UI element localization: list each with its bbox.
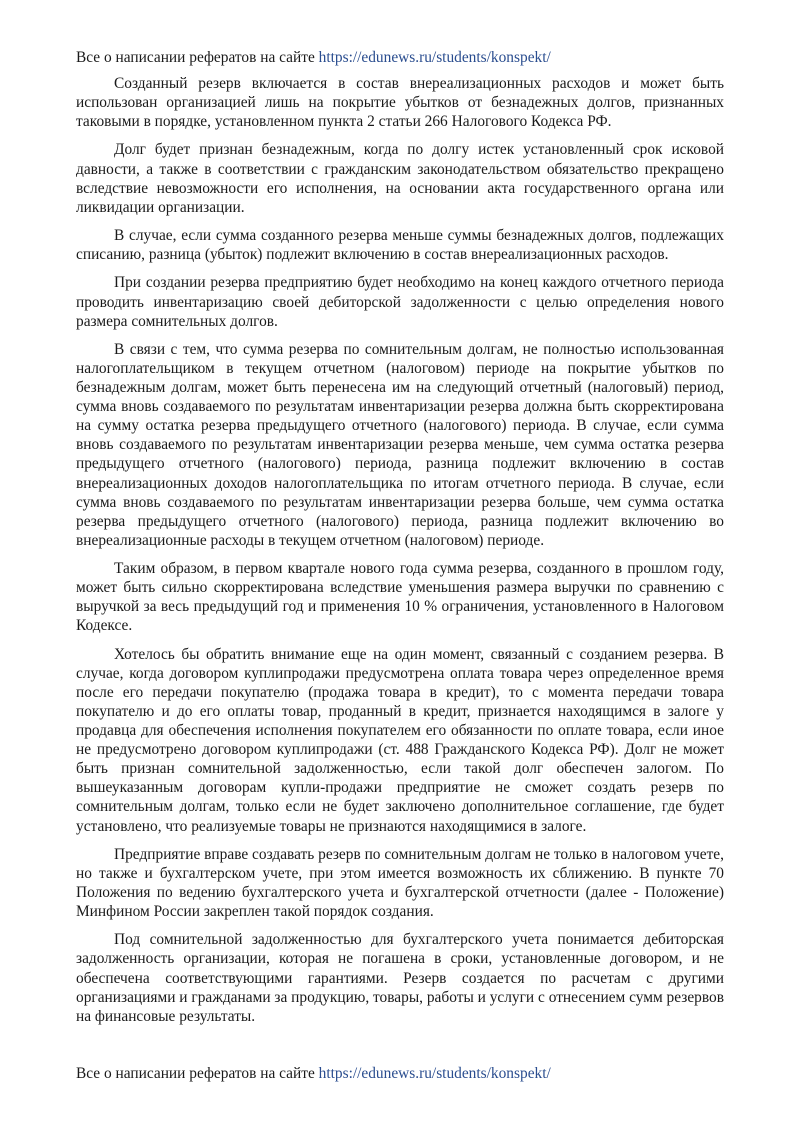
paragraph-first-quarter: Таким образом, в первом квартале нового года сумма резерва, созданного в прошлом году, может быть сильно скорректирована вследствие уменьшения размера выручки по сравнению с выручкой за весь предыдущий год и применения 10 % ограничения, установленного в Налоговом Кодексе.: [76, 560, 724, 635]
paragraph-reserve-carryover: В связи с тем, что сумма резерва по сомнительным долгам, не полностью использованная налогоплательщиком в текущем отчетном (налоговом) периоде на покрытие убытков по безнадежным долгам, может быть перенесена им на следующий отчетный (налоговый) период, сумма вновь создаваемого по результатам инвентаризации резерва должна быть скорректирована на сумму остатка резерва предыдущего отчетного (налогового) периода. В случае, если сумма вновь создаваемого по результатам инвентаризации резерва меньше, чем сумма остатка резерва предыдущего отчетного (налогового) периода, разница подлежит включению в состав внереализационных доходов налогоплательщика по итогам отчетного периода. В случае, если сумма вновь создаваемого по результатам инвентаризации резерва больше, чем сумма остатка резерва предыдущего отчетного (налогового) периода, разница подлежит включению во внереализационные расходы в текущем отчетном (налоговом) периоде.: [76, 340, 724, 549]
paragraph-reserve-shortfall: В случае, если сумма созданного резерва меньше суммы безнадежных долгов, подлежащих списанию, разница (убыток) подлежит включению в состав внереализационных расходов.: [76, 227, 724, 264]
page-header: [76, 48, 724, 67]
page-footer: [76, 1064, 724, 1083]
paragraph-credit-sale-pledge: Хотелось бы обратить внимание еще на один момент, связанный с созданием резерва. В случае, когда договором куплипродажи предусмотрена оплата товара через определенное время после его передачи покупателю (продажа товара в кредит), то с момента передачи товара покупателю и до его оплаты товар, проданный в кредит, признается находящимся в залоге у продавца для обеспечения исполнения покупателем его обязанности по оплате товара, если иное не предусмотрено договором куплипродажи (ст. 488 Гражданского Кодекса РФ). Долг не может быть признан сомнительной задолженностью, если такой долг обеспечен залогом. По вышеуказанным договорам купли-продажи предприятие не сможет создать резерв по сомнительным долгам, только если не будет заключено дополнительное соглашение, где будет установлено, что реализуемые товары не признаются находящимися в залоге.: [76, 645, 724, 835]
document-body: [76, 74, 724, 1035]
paragraph-bad-debt-definition: Долг будет признан безнадежным, когда по долгу истек установленный срок исковой давности, а также в соответствии с гражданским законодательством обязательство прекращено вследствие невозможности его исполнения, на основании акта государственного органа или ликвидации организации.: [76, 141, 724, 216]
paragraph-accounting-reserve: Предприятие вправе создавать резерв по сомнительным долгам не только в налоговом учете, но также и бухгалтерском учете, при этом имеется возможность их сближению. В пункте 70 Положения по ведению бухгалтерского учета и бухгалтерской отчетности (далее - Положение) Минфином России закреплен такой порядок создания.: [76, 845, 724, 921]
paragraph-inventory-check: При создании резерва предприятию будет необходимо на конец каждого отчетного периода проводить инвентаризацию своей дебиторской задолженности с целью определения нового размера сомнительных долгов.: [76, 274, 724, 330]
footer-prefix: Все о написании рефератов на сайте: [76, 1065, 319, 1082]
paragraph-doubtful-debt-accounting: Под сомнительной задолженностью для бухгалтерского учета понимается дебиторская задолженность организации, которая не погашена в сроки, установленные договором, и не обеспечена соответствующими гарантиями. Резерв создается по расчетам с другими организациями и гражданами за продукцию, товары, работы и услуги с отнесением сумм резервов на финансовые результаты.: [76, 931, 724, 1025]
footer-link[interactable]: https://edunews.ru/students/konspekt/: [318, 1065, 551, 1082]
paragraph-reserve-inclusion: Созданный резерв включается в состав внереализационных расходов и может быть использован организацией лишь на покрытие убытков от безнадежных долгов, признанных таковыми в порядке, установленном пункта 2 статьи 266 Налогового Кодекса РФ.: [76, 75, 724, 131]
header-link[interactable]: https://edunews.ru/students/konspekt/: [318, 49, 551, 66]
header-prefix: Все о написании рефератов на сайте: [76, 49, 319, 66]
